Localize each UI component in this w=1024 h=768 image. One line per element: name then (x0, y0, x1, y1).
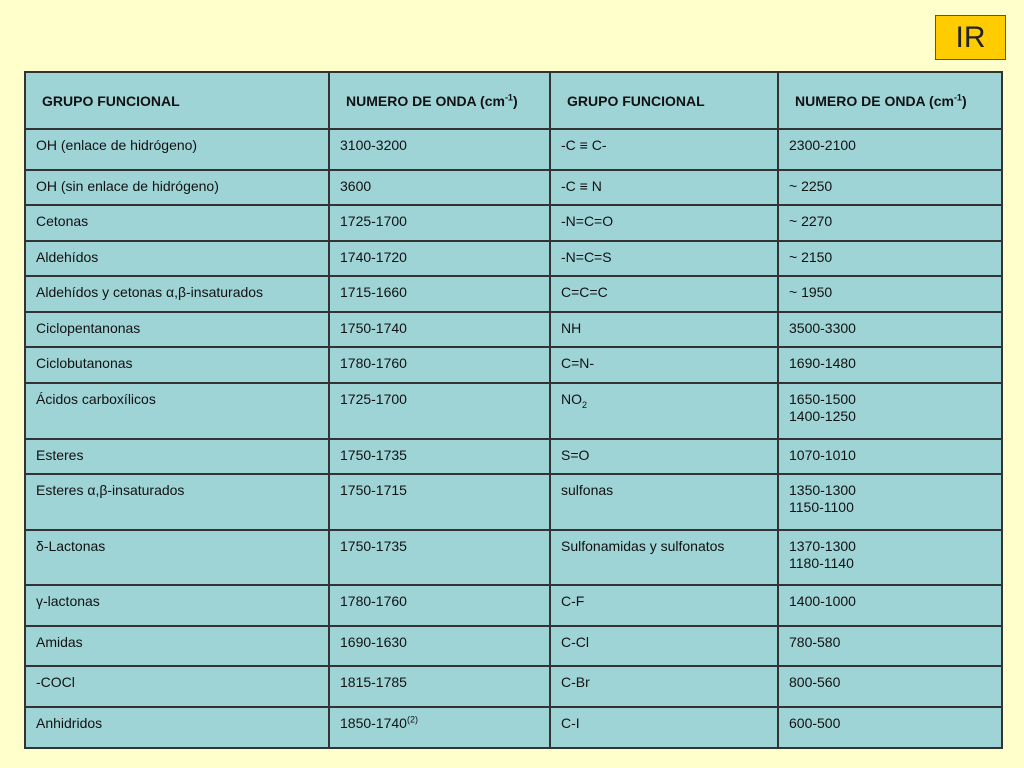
wavenumber-cell (778, 276, 1002, 312)
functional-group-name: S=O (561, 447, 590, 463)
wavenumber-value: 1650-1500 (789, 391, 856, 407)
wavenumber-cell (329, 205, 550, 241)
table-row (25, 585, 1002, 626)
wavenumber-cell (778, 383, 1002, 439)
wavenumber-value: 1850-1740 (340, 715, 407, 731)
table-row (25, 530, 1002, 585)
functional-group-name: C=N- (561, 355, 595, 371)
functional-group-cell (550, 585, 778, 626)
wavenumber-cell (329, 666, 550, 707)
functional-group-cell (550, 205, 778, 241)
wavenumber-cell (329, 439, 550, 474)
header-wavenumber-1-exponent: -1 (504, 91, 513, 102)
table-row (25, 276, 1002, 312)
wavenumber-cell (329, 383, 550, 439)
wavenumber-value: 1400-1250 (789, 408, 856, 424)
wavenumber-value: 600-500 (789, 715, 841, 731)
wavenumber-cell (329, 530, 550, 585)
wavenumber-cell (778, 666, 1002, 707)
table-row (25, 666, 1002, 707)
wavenumber-value: 1150-1100 (789, 499, 854, 515)
functional-group-cell: Anhidridos (25, 707, 329, 748)
wavenumber-value: 1750-1735 (340, 447, 407, 463)
formula-subscript: 2 (582, 399, 588, 410)
functional-group-cell (550, 439, 778, 474)
functional-group-cell: Aldehídos (25, 241, 329, 276)
header-wavenumber-2-exponent: -1 (953, 91, 962, 102)
table-row (25, 170, 1002, 205)
wavenumber-cell (329, 129, 550, 170)
wavenumber-value: ~ 1950 (789, 284, 833, 300)
functional-group-cell: OH (sin enlace de hidrógeno) (25, 170, 329, 205)
functional-group-name: C-F (561, 593, 585, 609)
wavenumber-cell (778, 439, 1002, 474)
table-row (25, 439, 1002, 474)
header-wavenumber-2-text: NUMERO DE ONDA (cm (795, 92, 954, 109)
header-wavenumber-1-text: NUMERO DE ONDA (cm (346, 92, 505, 109)
wavenumber-value: ~ 2150 (789, 249, 833, 265)
table-row (25, 129, 1002, 170)
wavenumber-value: 1180-1140 (789, 555, 854, 571)
functional-group-name: C-Cl (561, 634, 589, 650)
table-row (25, 347, 1002, 383)
wavenumber-value: 1370-1300 (789, 538, 856, 554)
functional-group-cell: OH (enlace de hidrógeno) (25, 129, 329, 170)
wavenumber-cell (329, 312, 550, 347)
functional-group-name: -N=C=O (561, 213, 614, 229)
functional-group-cell: Ciclobutanonas (25, 347, 329, 383)
header-wavenumber-2-close: ) (961, 92, 967, 109)
wavenumber-cell (778, 129, 1002, 170)
wavenumber-value: ~ 2270 (789, 213, 833, 229)
wavenumber-value: 2300-2100 (789, 137, 856, 153)
table-row (25, 383, 1002, 439)
wavenumber-cell (778, 347, 1002, 383)
functional-group-cell (550, 276, 778, 312)
wavenumber-cell (778, 170, 1002, 205)
table-row (25, 626, 1002, 666)
table-body (25, 129, 1002, 748)
functional-group-cell: Aldehídos y cetonas α,β-insaturados (25, 276, 329, 312)
functional-group-cell (550, 530, 778, 585)
wavenumber-value: 1815-1785 (340, 674, 407, 690)
wavenumber-cell (778, 312, 1002, 347)
wavenumber-cell (329, 276, 550, 312)
wavenumber-cell (778, 707, 1002, 748)
wavenumber-value: 1750-1715 (340, 482, 407, 498)
wavenumber-value: 800-560 (789, 674, 841, 690)
wavenumber-value: 1750-1740 (340, 320, 407, 336)
wavenumber-cell (329, 626, 550, 666)
table-row (25, 312, 1002, 347)
functional-group-name: NO (561, 391, 582, 407)
functional-group-cell: Ácidos carboxílicos (25, 383, 329, 439)
functional-group-cell: Amidas (25, 626, 329, 666)
table-row (25, 205, 1002, 241)
wavenumber-value: 1690-1630 (340, 634, 407, 650)
wavenumber-cell (329, 347, 550, 383)
wavenumber-cell (329, 170, 550, 205)
functional-group-name: C=C=C (561, 284, 608, 300)
wavenumber-cell (778, 626, 1002, 666)
functional-group-cell: Ciclopentanonas (25, 312, 329, 347)
functional-group-cell (550, 241, 778, 276)
header-wavenumber-1-close: ) (512, 92, 518, 109)
functional-group-cell (550, 129, 778, 170)
header-wavenumber-1 (329, 72, 550, 129)
wavenumber-value: 1400-1000 (789, 593, 856, 609)
wavenumber-cell (778, 530, 1002, 585)
wavenumber-value: 1690-1480 (789, 355, 856, 371)
wavenumber-cell (778, 585, 1002, 626)
wavenumber-value: 1715-1660 (340, 284, 407, 300)
wavenumber-value: 1740-1720 (340, 249, 407, 265)
wavenumber-cell (778, 241, 1002, 276)
wavenumber-value: 1725-1700 (340, 213, 407, 229)
wavenumber-cell (329, 241, 550, 276)
functional-group-cell (550, 626, 778, 666)
wavenumber-footnote: (2) (406, 714, 418, 725)
wavenumber-cell (329, 707, 550, 748)
table-row (25, 707, 1002, 748)
functional-group-name: -C ≡ N (561, 178, 602, 194)
header-wavenumber-2 (778, 72, 1002, 129)
header-row (25, 72, 1002, 129)
functional-group-cell (550, 347, 778, 383)
wavenumber-value: 1725-1700 (340, 391, 407, 407)
wavenumber-value: 1750-1735 (340, 538, 407, 554)
wavenumber-value: 3100-3200 (340, 137, 407, 153)
functional-group-cell: Esteres α,β-insaturados (25, 474, 329, 530)
functional-group-cell (550, 170, 778, 205)
wavenumber-cell (329, 474, 550, 530)
ir-title-badge: IR (935, 15, 1006, 60)
functional-group-cell: Esteres (25, 439, 329, 474)
wavenumber-cell (778, 474, 1002, 530)
functional-group-cell: γ-lactonas (25, 585, 329, 626)
functional-group-name: C-I (561, 715, 580, 731)
wavenumber-value: 1350-1300 (789, 482, 856, 498)
functional-group-cell: Cetonas (25, 205, 329, 241)
functional-group-cell: -COCl (25, 666, 329, 707)
functional-group-cell (550, 383, 778, 439)
header-functional-group-2: GRUPO FUNCIONAL (550, 72, 778, 129)
functional-group-cell (550, 666, 778, 707)
functional-group-name: NH (561, 320, 582, 336)
functional-group-cell (550, 312, 778, 347)
table-header (25, 72, 1002, 129)
functional-group-name: Sulfonamidas y sulfonatos (561, 538, 725, 554)
functional-group-name: -N=C=S (561, 249, 612, 265)
header-functional-group-1: GRUPO FUNCIONAL (25, 72, 329, 129)
table-row (25, 474, 1002, 530)
functional-group-cell (550, 474, 778, 530)
functional-group-name: sulfonas (561, 482, 614, 498)
wavenumber-cell (778, 205, 1002, 241)
functional-group-name: -C ≡ C- (561, 137, 607, 153)
wavenumber-cell (329, 585, 550, 626)
wavenumber-value: 1780-1760 (340, 593, 407, 609)
wavenumber-value: 3600 (340, 178, 372, 194)
wavenumber-value: 780-580 (789, 634, 841, 650)
wavenumber-value: ~ 2250 (789, 178, 833, 194)
functional-group-cell (550, 707, 778, 748)
wavenumber-value: 1780-1760 (340, 355, 407, 371)
wavenumber-value: 3500-3300 (789, 320, 856, 336)
functional-group-name: C-Br (561, 674, 590, 690)
table-row (25, 241, 1002, 276)
ir-absorption-table (24, 71, 1003, 749)
wavenumber-value: 1070-1010 (789, 447, 856, 463)
functional-group-cell: δ-Lactonas (25, 530, 329, 585)
